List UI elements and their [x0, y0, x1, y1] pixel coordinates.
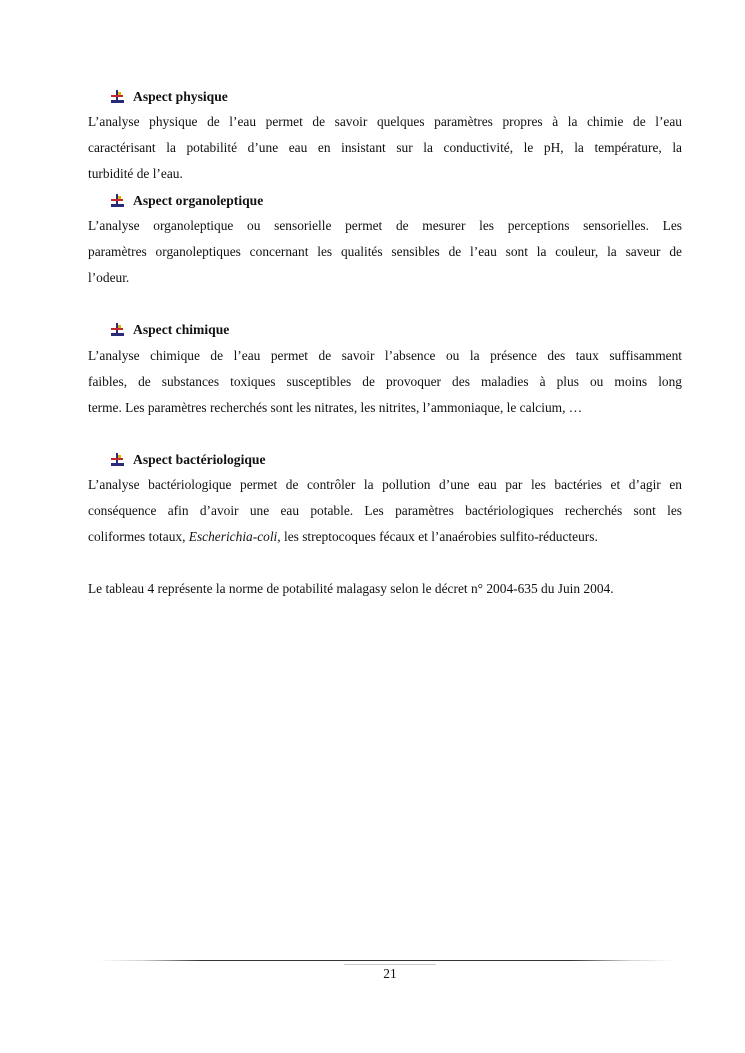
section-heading-physique	[110, 87, 228, 107]
text-line: faibles, de substances toxiques susceptibles de provoquer des maladies à plus ou moins long	[88, 374, 682, 389]
paragraph-chimique	[88, 343, 682, 421]
species-name: Escherichia-coli	[188, 529, 278, 544]
paragraph-physique	[88, 109, 682, 187]
bullet-icon	[110, 194, 124, 208]
text-line: L’analyse bactériologique permet de contrôler la pollution d’une eau par les bactéries et d’agir en	[88, 477, 682, 492]
heading-text: Aspect bactériologique	[133, 452, 266, 467]
text-line	[88, 524, 682, 550]
footer-rule-short	[344, 964, 436, 965]
text-line: turbidité de l’eau.	[88, 166, 183, 181]
heading-text: Aspect organoleptique	[133, 193, 264, 208]
text-segment: coliformes totaux,	[88, 529, 189, 544]
bullet-icon	[110, 323, 124, 337]
text-line: L’analyse physique de l’eau permet de savoir quelques paramètres propres à la chimie de l’eau	[88, 114, 682, 129]
text-line: l’odeur.	[88, 270, 130, 285]
bullet-icon	[110, 453, 124, 467]
heading-text: Aspect chimique	[133, 322, 230, 337]
text-line: terme. Les paramètres recherchés sont les nitrates, les nitrites, l’ammoniaque, le calcium, …	[88, 400, 583, 415]
text-line: Le tableau 4 représente la norme de potabilité malagasy selon le décret n° 2004-635 du Juin 2004.	[88, 581, 614, 596]
text-line: caractérisant la potabilité d’une eau en insistant sur la conductivité, le pH, la température, la	[88, 140, 682, 155]
section-heading-bacteriologique	[110, 450, 266, 470]
paragraph-organoleptique	[88, 213, 682, 291]
section-heading-chimique	[110, 320, 229, 340]
heading-text: Aspect physique	[133, 89, 228, 104]
text-line: paramètres organoleptiques concernant les qualités sensibles de l’eau sont la couleur, la saveur de	[88, 244, 682, 259]
text-line: conséquence afin d’avoir une eau potable. Les paramètres bactériologiques recherchés sont les	[88, 503, 682, 518]
text-segment: , les streptocoques fécaux et l’anaérobies sulfito-réducteurs.	[277, 529, 598, 544]
section-heading-organoleptique	[110, 191, 263, 211]
page-number: 21	[383, 966, 397, 981]
text-line: L’analyse organoleptique ou sensorielle permet de mesurer les perceptions sensorielles. Les	[88, 218, 682, 233]
footer-rule	[98, 960, 674, 961]
closing-paragraph	[88, 576, 682, 602]
paragraph-bacteriologique	[88, 472, 682, 550]
text-line: L’analyse chimique de l’eau permet de savoir l’absence ou la présence des taux suffisamment	[88, 348, 682, 363]
bullet-icon	[110, 90, 124, 104]
